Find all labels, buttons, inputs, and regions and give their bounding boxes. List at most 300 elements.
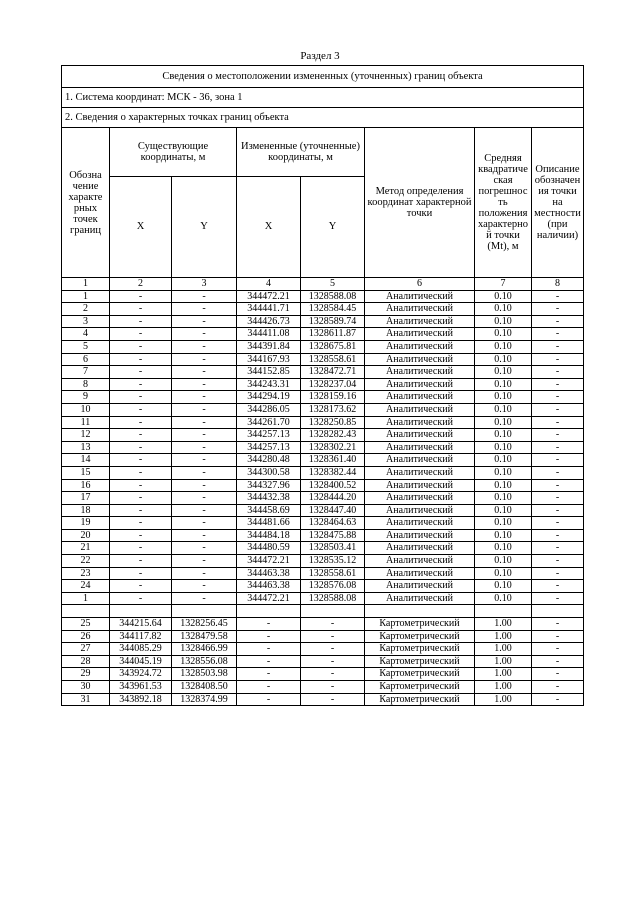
table-cell: 0.10 [475, 580, 532, 593]
column-number: 7 [475, 278, 532, 291]
table-cell: 344327.96 [237, 479, 301, 492]
table-cell: 0.10 [475, 529, 532, 542]
table-cell: 1.00 [475, 655, 532, 668]
table-cell: 0.10 [475, 391, 532, 404]
table-cell: 344463.38 [237, 567, 301, 580]
table-cell: 1328503.98 [172, 668, 237, 681]
table-cell: - [532, 580, 584, 593]
table-row [62, 328, 584, 341]
table-cell: 0.10 [475, 315, 532, 328]
table-cell: - [110, 378, 172, 391]
table-cell: 344472.21 [237, 290, 301, 303]
table-cell: - [172, 378, 237, 391]
table-cell: 20 [62, 529, 110, 542]
table-cell: 25 [62, 618, 110, 631]
table-cell: Аналитический [365, 403, 475, 416]
table-row [62, 643, 584, 656]
table-row [62, 378, 584, 391]
table-cell: - [532, 643, 584, 656]
table-cell: 0.10 [475, 492, 532, 505]
table-cell: 0.10 [475, 441, 532, 454]
table-cell: 0.10 [475, 378, 532, 391]
table-cell: - [110, 592, 172, 605]
table-cell: - [237, 618, 301, 631]
table-cell: - [532, 441, 584, 454]
table-cell: 1 [62, 592, 110, 605]
table-row [62, 366, 584, 379]
table-cell: Аналитический [365, 340, 475, 353]
column-number-row [62, 278, 584, 291]
table-cell: - [172, 290, 237, 303]
table-cell: 344286.05 [237, 403, 301, 416]
table-cell: Аналитический [365, 567, 475, 580]
table-cell: - [110, 529, 172, 542]
table-cell: 1328472.71 [301, 366, 365, 379]
table-cell: 343892.18 [110, 693, 172, 706]
table-cell: - [172, 592, 237, 605]
table-cell: 11 [62, 416, 110, 429]
table-cell: 21 [62, 542, 110, 555]
table-cell: Аналитический [365, 555, 475, 568]
table-cell: - [110, 479, 172, 492]
table-cell: - [172, 340, 237, 353]
table-cell: - [110, 290, 172, 303]
table-cell: 0.10 [475, 504, 532, 517]
empty-cell [532, 605, 584, 618]
table-cell: - [110, 429, 172, 442]
table-cell: Аналитический [365, 454, 475, 467]
column-number: 2 [110, 278, 172, 291]
table-cell: 344481.66 [237, 517, 301, 530]
table-cell: Аналитический [365, 441, 475, 454]
table-cell: Аналитический [365, 492, 475, 505]
empty-cell [475, 605, 532, 618]
table-cell: - [110, 328, 172, 341]
table-cell: 1328447.40 [301, 504, 365, 517]
table-cell: - [532, 618, 584, 631]
table-cell: Аналитический [365, 542, 475, 555]
table-cell: - [110, 580, 172, 593]
table-cell: 344432.38 [237, 492, 301, 505]
table-cell: Аналитический [365, 366, 475, 379]
table-row [62, 529, 584, 542]
table-cell: 344167.93 [237, 353, 301, 366]
table-row [62, 466, 584, 479]
table-cell: Картометрический [365, 693, 475, 706]
table-cell: 1.00 [475, 681, 532, 694]
table-row [62, 416, 584, 429]
table-cell: 6 [62, 353, 110, 366]
table-cell: - [532, 303, 584, 316]
table-cell: 16 [62, 479, 110, 492]
table-row [62, 441, 584, 454]
table-cell: Аналитический [365, 504, 475, 517]
table-cell: 31 [62, 693, 110, 706]
table-cell: - [172, 567, 237, 580]
table-cell: - [532, 353, 584, 366]
table-cell: - [172, 479, 237, 492]
table-cell: 1.00 [475, 630, 532, 643]
table-cell: 24 [62, 580, 110, 593]
table-cell: Аналитический [365, 328, 475, 341]
table-cell: 8 [62, 378, 110, 391]
table-cell: Аналитический [365, 429, 475, 442]
table-cell: 344391.84 [237, 340, 301, 353]
table-cell: Картометрический [365, 655, 475, 668]
table-cell: 1328464.63 [301, 517, 365, 530]
table-cell: 18 [62, 504, 110, 517]
table-cell: Аналитический [365, 466, 475, 479]
table-cell: - [110, 340, 172, 353]
table-cell: 1328535.12 [301, 555, 365, 568]
table-row [62, 555, 584, 568]
table-cell: - [532, 340, 584, 353]
table-cell: 1.00 [475, 668, 532, 681]
column-number: 1 [62, 278, 110, 291]
table-cell: 344215.64 [110, 618, 172, 631]
header-changed-x: X [237, 177, 301, 278]
table-cell: 0.10 [475, 290, 532, 303]
table-cell: 17 [62, 492, 110, 505]
table-cell: Аналитический [365, 416, 475, 429]
table-cell: 0.10 [475, 555, 532, 568]
table-cell: 344300.58 [237, 466, 301, 479]
table-cell: 0.10 [475, 429, 532, 442]
table-cell: 1328408.50 [172, 681, 237, 694]
table-cell: - [532, 668, 584, 681]
table-cell: 344261.70 [237, 416, 301, 429]
table-cell: 1328475.88 [301, 529, 365, 542]
table-cell: 29 [62, 668, 110, 681]
table-cell: 1328611.87 [301, 328, 365, 341]
table-cell: 0.10 [475, 517, 532, 530]
table-cell: - [172, 492, 237, 505]
table-cell: - [301, 618, 365, 631]
table-cell: 344411.08 [237, 328, 301, 341]
table-cell: - [110, 492, 172, 505]
table-cell: 1328479.58 [172, 630, 237, 643]
table-cell: Картометрический [365, 618, 475, 631]
table-cell: - [532, 567, 584, 580]
table-cell: Аналитический [365, 315, 475, 328]
table-cell: - [532, 416, 584, 429]
table-row [62, 340, 584, 353]
table-cell: 1328558.61 [301, 353, 365, 366]
table-cell: 1328382.44 [301, 466, 365, 479]
table-cell: 343961.53 [110, 681, 172, 694]
table-cell: Картометрический [365, 681, 475, 694]
table-cell: 343924.72 [110, 668, 172, 681]
table-row [62, 403, 584, 416]
column-number: 6 [365, 278, 475, 291]
table-cell: 344426.73 [237, 315, 301, 328]
table-cell: 1.00 [475, 618, 532, 631]
table-cell: 28 [62, 655, 110, 668]
table-cell: - [110, 542, 172, 555]
table-cell: 1.00 [475, 643, 532, 656]
table-cell: - [172, 366, 237, 379]
header-existing-x: X [110, 177, 172, 278]
table-cell: - [172, 328, 237, 341]
table-cell: 1328159.16 [301, 391, 365, 404]
table-cell: - [237, 655, 301, 668]
table-cell: - [110, 555, 172, 568]
table-row [62, 681, 584, 694]
coordinate-system: 1. Система координат: МСК - 36, зона 1 [62, 88, 584, 108]
table-cell: - [532, 693, 584, 706]
table-cell: - [532, 630, 584, 643]
table-cell: - [301, 681, 365, 694]
table-cell: - [532, 655, 584, 668]
table-row [62, 693, 584, 706]
table-cell: - [172, 416, 237, 429]
header-existing-y: Y [172, 177, 237, 278]
table-cell: - [532, 328, 584, 341]
table-cell: - [172, 555, 237, 568]
table-cell: - [532, 403, 584, 416]
table-cell: 344472.21 [237, 592, 301, 605]
table-cell: 344463.38 [237, 580, 301, 593]
table-cell: - [172, 542, 237, 555]
empty-cell [365, 605, 475, 618]
empty-cell [301, 605, 365, 618]
table-cell: Аналитический [365, 517, 475, 530]
table-cell: 1328444.20 [301, 492, 365, 505]
table-cell: 1328503.41 [301, 542, 365, 555]
table-cell: - [172, 403, 237, 416]
spacer-row [62, 605, 584, 618]
table-cell: - [532, 454, 584, 467]
table-cell: - [532, 479, 584, 492]
table-cell: 1328588.08 [301, 592, 365, 605]
table-row [62, 492, 584, 505]
table-cell: 27 [62, 643, 110, 656]
table-cell: 344117.82 [110, 630, 172, 643]
table-cell: 1328374.99 [172, 693, 237, 706]
table-cell: - [532, 517, 584, 530]
section-title: Раздел 3 [300, 50, 340, 62]
column-number: 3 [172, 278, 237, 291]
table-cell: - [110, 441, 172, 454]
table-cell: - [237, 630, 301, 643]
table-cell: - [110, 303, 172, 316]
table-cell: - [301, 643, 365, 656]
table-row [62, 315, 584, 328]
table-cell: - [172, 303, 237, 316]
table-cell: - [237, 643, 301, 656]
table-cell: - [532, 681, 584, 694]
table-cell: - [237, 681, 301, 694]
table-cell: - [172, 353, 237, 366]
table-cell: Аналитический [365, 529, 475, 542]
table-cell: - [532, 555, 584, 568]
table-row [62, 479, 584, 492]
table-cell: - [532, 492, 584, 505]
table-cell: - [110, 517, 172, 530]
table-cell: 1328466.99 [172, 643, 237, 656]
column-number: 5 [301, 278, 365, 291]
table-row [62, 618, 584, 631]
table-cell: 344257.13 [237, 429, 301, 442]
table-cell: 0.10 [475, 403, 532, 416]
table-cell: - [110, 366, 172, 379]
table-cell: 22 [62, 555, 110, 568]
table-cell: Аналитический [365, 580, 475, 593]
table-row [62, 630, 584, 643]
table-cell: 0.10 [475, 416, 532, 429]
table-cell: - [172, 517, 237, 530]
table-cell: - [532, 542, 584, 555]
column-number: 4 [237, 278, 301, 291]
table-cell: 1328302.21 [301, 441, 365, 454]
table-cell: 344441.71 [237, 303, 301, 316]
table-cell: - [301, 655, 365, 668]
boundary-table [61, 65, 584, 706]
table-cell: 0.10 [475, 366, 532, 379]
table-cell: 10 [62, 403, 110, 416]
table-row [62, 567, 584, 580]
table-cell: - [172, 429, 237, 442]
header-method: Метод определения координат характерной точки [365, 128, 475, 278]
table-cell: 0.10 [475, 303, 532, 316]
header-changed-y: Y [301, 177, 365, 278]
table-cell: - [532, 592, 584, 605]
empty-cell [237, 605, 301, 618]
table-cell: 344257.13 [237, 441, 301, 454]
table-cell: - [110, 504, 172, 517]
table-cell: - [110, 454, 172, 467]
table-cell: 1328558.61 [301, 567, 365, 580]
table-cell: 9 [62, 391, 110, 404]
table-cell: - [237, 693, 301, 706]
table-row [62, 429, 584, 442]
table-cell: Картометрический [365, 643, 475, 656]
table-cell: 1328282.43 [301, 429, 365, 442]
table-cell: 0.10 [475, 567, 532, 580]
table-cell: 1328256.45 [172, 618, 237, 631]
table-row [62, 580, 584, 593]
empty-cell [62, 605, 110, 618]
table-cell: 0.10 [475, 592, 532, 605]
table-cell: - [110, 567, 172, 580]
table-cell: 4 [62, 328, 110, 341]
table-cell: Аналитический [365, 290, 475, 303]
table-cell: 0.10 [475, 328, 532, 341]
table-row [62, 303, 584, 316]
table-cell: 0.10 [475, 479, 532, 492]
table-cell: - [301, 668, 365, 681]
table-cell: 344472.21 [237, 555, 301, 568]
table-cell: 1328400.52 [301, 479, 365, 492]
table-cell: 344152.85 [237, 366, 301, 379]
table-cell: 344294.19 [237, 391, 301, 404]
table-cell: 0.10 [475, 454, 532, 467]
table-cell: 344243.31 [237, 378, 301, 391]
table-cell: - [110, 315, 172, 328]
table-cell: Аналитический [365, 391, 475, 404]
table-cell: - [532, 290, 584, 303]
header-description: Описание обозначен ия точки на местности (при наличии) [532, 128, 584, 278]
table-row [62, 290, 584, 303]
table-cell: - [172, 315, 237, 328]
table-cell: 3 [62, 315, 110, 328]
table-cell: 0.10 [475, 340, 532, 353]
table-cell: 1328173.62 [301, 403, 365, 416]
table-row [62, 454, 584, 467]
table-cell: 1328576.08 [301, 580, 365, 593]
table-cell: 344280.48 [237, 454, 301, 467]
header-accuracy: Средняя квадратиче ская погрешнос ть положения характерно й точки (Mt), м [475, 128, 532, 278]
table-cell: - [172, 441, 237, 454]
table-cell: 13 [62, 441, 110, 454]
table-cell: 1328589.74 [301, 315, 365, 328]
table-cell: 0.10 [475, 466, 532, 479]
header-designation: Обозна чение характе рных точек границ [62, 128, 110, 278]
table-cell: Картометрический [365, 630, 475, 643]
table-cell: 15 [62, 466, 110, 479]
table-cell: - [172, 580, 237, 593]
table-cell: 30 [62, 681, 110, 694]
table-cell: - [301, 630, 365, 643]
table-cell: 1.00 [475, 693, 532, 706]
table-cell: 1328250.85 [301, 416, 365, 429]
table-cell: - [110, 466, 172, 479]
table-cell: 344458.69 [237, 504, 301, 517]
table-cell: Картометрический [365, 668, 475, 681]
table-cell: 344085.29 [110, 643, 172, 656]
table-cell: Аналитический [365, 303, 475, 316]
empty-cell [110, 605, 172, 618]
table-cell: 23 [62, 567, 110, 580]
table-cell: - [172, 529, 237, 542]
table-cell: - [110, 391, 172, 404]
table-cell: - [532, 391, 584, 404]
table-row [62, 592, 584, 605]
table-cell: 1328588.08 [301, 290, 365, 303]
column-number: 8 [532, 278, 584, 291]
table-title: Сведения о местоположении измененных (уточненных) границ объекта [62, 66, 584, 88]
table-cell: Аналитический [365, 479, 475, 492]
table-row [62, 542, 584, 555]
header-changed-coordinates: Измененные (уточненные) координаты, м [237, 128, 365, 177]
header-existing-coordinates: Существующие координаты, м [110, 128, 237, 177]
table-cell: Аналитический [365, 353, 475, 366]
table-cell: - [532, 315, 584, 328]
table-cell: 14 [62, 454, 110, 467]
table-cell: - [110, 403, 172, 416]
table-cell: Аналитический [365, 378, 475, 391]
table-row [62, 668, 584, 681]
empty-cell [172, 605, 237, 618]
table-cell: 1328675.81 [301, 340, 365, 353]
table-cell: - [172, 391, 237, 404]
table-row [62, 517, 584, 530]
table-cell: 1328556.08 [172, 655, 237, 668]
table-cell: 1328584.45 [301, 303, 365, 316]
table-row [62, 353, 584, 366]
table-cell: 344045.19 [110, 655, 172, 668]
table-cell: - [532, 504, 584, 517]
table-cell: 2 [62, 303, 110, 316]
table-cell: - [172, 454, 237, 467]
points-heading: 2. Сведения о характерных точках границ объекта [62, 108, 584, 128]
table-cell: 344484.18 [237, 529, 301, 542]
table-cell: 19 [62, 517, 110, 530]
table-cell: - [532, 429, 584, 442]
table-row [62, 391, 584, 404]
table-cell: 344480.59 [237, 542, 301, 555]
table-cell: - [110, 353, 172, 366]
